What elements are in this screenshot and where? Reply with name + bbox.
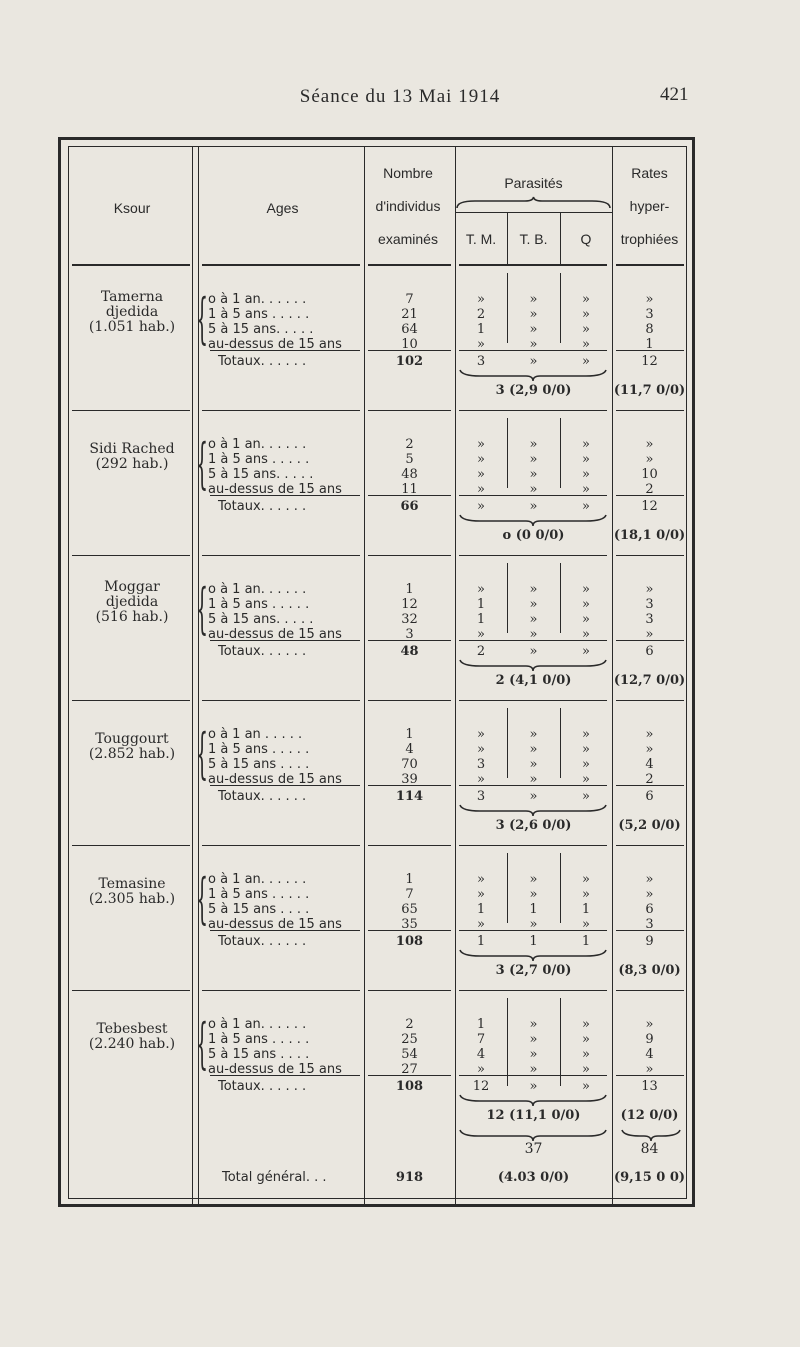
age-label: o à 1 an. . . . . . bbox=[208, 292, 307, 307]
age-label: au-dessus de 15 ans bbox=[208, 337, 342, 352]
total-tb: 1 bbox=[529, 934, 538, 949]
group-divider bbox=[72, 700, 190, 701]
total-q: 1 bbox=[581, 934, 591, 949]
age-label: o à 1 an. . . . . . bbox=[208, 872, 307, 887]
rates-value: » bbox=[645, 887, 654, 902]
totals-rule bbox=[210, 930, 360, 931]
group-divider bbox=[368, 555, 451, 556]
total-count: 66 bbox=[400, 499, 419, 514]
totals-rule bbox=[616, 350, 684, 351]
tb-value: » bbox=[529, 292, 538, 307]
total-rates: 6 bbox=[645, 789, 654, 804]
tm-value: » bbox=[477, 887, 485, 902]
group-divider bbox=[616, 990, 684, 991]
totals-rule bbox=[368, 1075, 451, 1076]
q-value: » bbox=[582, 467, 590, 482]
column-header-nombre: Nombre bbox=[383, 165, 433, 181]
rates-value: 10 bbox=[641, 467, 658, 482]
group-divider bbox=[72, 555, 190, 556]
q-value: » bbox=[582, 322, 590, 337]
rates-value: 4 bbox=[645, 1047, 654, 1062]
rates-value: » bbox=[645, 872, 654, 887]
tb-value: » bbox=[529, 582, 538, 597]
parasites-sum-brace bbox=[458, 368, 608, 382]
tb-value: » bbox=[529, 872, 538, 887]
age-brace: { bbox=[196, 577, 209, 640]
tm-value: 7 bbox=[476, 1032, 486, 1047]
totals-rule bbox=[210, 1075, 360, 1076]
column-header-rates-3: trophiées bbox=[620, 231, 679, 247]
age-label: 5 à 15 ans . . . . bbox=[208, 902, 310, 917]
group-divider bbox=[616, 410, 684, 411]
total-tb: » bbox=[529, 789, 538, 804]
totals-rule bbox=[459, 495, 607, 496]
rates-percentage: (8,3 0/0) bbox=[618, 963, 681, 978]
count-value: 64 bbox=[401, 322, 418, 337]
totals-label: Totaux. . . . . . bbox=[218, 789, 307, 804]
age-label: 1 à 5 ans . . . . . bbox=[208, 452, 310, 467]
page-number: 421 bbox=[660, 84, 689, 105]
q-value: » bbox=[582, 1062, 590, 1077]
count-value: 48 bbox=[401, 467, 418, 482]
age-label: o à 1 an . . . . . bbox=[208, 727, 303, 742]
rates-value: 2 bbox=[645, 772, 654, 787]
group-divider bbox=[459, 555, 607, 556]
q-value: » bbox=[582, 337, 590, 352]
grand-parasites-total: 37 bbox=[524, 1141, 543, 1157]
totals-rule bbox=[616, 495, 684, 496]
total-count: 48 bbox=[400, 644, 419, 659]
total-tm: 1 bbox=[476, 934, 486, 949]
group-divider bbox=[616, 845, 684, 846]
total-tb: » bbox=[529, 1079, 538, 1094]
tm-value: 1 bbox=[476, 612, 486, 627]
count-value: 1 bbox=[405, 582, 414, 597]
tb-value: » bbox=[529, 772, 538, 787]
q-value: » bbox=[582, 292, 590, 307]
group-divider bbox=[72, 990, 190, 991]
group-divider bbox=[368, 410, 451, 411]
rates-value: 3 bbox=[645, 597, 654, 612]
tm-value: 3 bbox=[476, 757, 486, 772]
q-value: » bbox=[582, 597, 590, 612]
rates-value: 3 bbox=[645, 917, 654, 932]
tm-value: » bbox=[477, 627, 485, 642]
total-tm: 2 bbox=[476, 644, 486, 659]
tm-value: » bbox=[477, 917, 485, 932]
group-divider bbox=[616, 700, 684, 701]
totals-rule bbox=[210, 640, 360, 641]
totals-rule bbox=[210, 785, 360, 786]
tm-value: 1 bbox=[476, 1017, 486, 1032]
totals-rule bbox=[459, 1075, 607, 1076]
parasites-subheader-rule bbox=[455, 212, 612, 213]
totals-rule bbox=[459, 640, 607, 641]
grand-total-count: 918 bbox=[395, 1170, 424, 1185]
column-header-q: Q bbox=[580, 231, 592, 247]
q-value: » bbox=[582, 757, 590, 772]
count-value: 32 bbox=[401, 612, 418, 627]
total-count: 102 bbox=[395, 354, 424, 369]
rates-value: 8 bbox=[645, 322, 654, 337]
parasites-sum-brace bbox=[458, 658, 608, 672]
tm-value: » bbox=[477, 292, 485, 307]
tm-value: » bbox=[477, 467, 485, 482]
total-rates: 12 bbox=[641, 499, 658, 514]
count-value: 11 bbox=[401, 482, 418, 497]
tb-value: » bbox=[529, 1062, 538, 1077]
age-label: 5 à 15 ans . . . . bbox=[208, 757, 310, 772]
q-value: » bbox=[582, 612, 590, 627]
group-divider bbox=[202, 555, 360, 556]
count-value: 4 bbox=[405, 742, 414, 757]
count-value: 5 bbox=[405, 452, 414, 467]
group-divider bbox=[368, 990, 451, 991]
tb-value: » bbox=[529, 1047, 538, 1062]
total-count: 114 bbox=[395, 789, 424, 804]
rates-value: » bbox=[645, 1062, 654, 1077]
count-value: 21 bbox=[401, 307, 418, 322]
grand-rates-brace bbox=[620, 1128, 682, 1142]
grand-parasites-percentage: (4.03 0/0) bbox=[497, 1170, 570, 1185]
age-label: au-dessus de 15 ans bbox=[208, 482, 342, 497]
group-divider bbox=[616, 555, 684, 556]
total-count: 108 bbox=[395, 934, 424, 949]
tm-value: » bbox=[477, 1062, 485, 1077]
count-value: 65 bbox=[401, 902, 418, 917]
ksour-name: Tamerna djedida (1.051 hab.) bbox=[88, 289, 176, 335]
rates-value: » bbox=[645, 1017, 654, 1032]
count-value: 2 bbox=[405, 437, 414, 452]
count-value: 3 bbox=[405, 627, 414, 642]
count-value: 10 bbox=[401, 337, 418, 352]
tm-value: » bbox=[477, 437, 485, 452]
total-q: » bbox=[582, 354, 590, 369]
total-rates: 6 bbox=[645, 644, 654, 659]
group-divider bbox=[202, 990, 360, 991]
tm-value: 1 bbox=[476, 902, 486, 917]
total-q: » bbox=[582, 499, 590, 514]
group-divider bbox=[459, 845, 607, 846]
age-label: au-dessus de 15 ans bbox=[208, 772, 342, 787]
tb-value: » bbox=[529, 727, 538, 742]
q-value: » bbox=[582, 742, 590, 757]
total-q: » bbox=[582, 644, 590, 659]
grand-rates-total: 84 bbox=[640, 1141, 659, 1157]
totals-rule bbox=[616, 1075, 684, 1076]
group-divider bbox=[72, 265, 190, 266]
parasites-percentage: 3 (2,7 0/0) bbox=[495, 963, 572, 978]
rates-percentage: (12 0/0) bbox=[620, 1108, 679, 1123]
tb-value: » bbox=[529, 917, 538, 932]
parasites-sum-brace bbox=[458, 948, 608, 962]
tb-value: » bbox=[529, 887, 538, 902]
age-label: 5 à 15 ans . . . . bbox=[208, 1047, 310, 1062]
tb-value: » bbox=[529, 437, 538, 452]
count-value: 7 bbox=[405, 292, 414, 307]
rates-percentage: (11,7 0/0) bbox=[613, 383, 686, 398]
q-value: » bbox=[582, 1032, 590, 1047]
q-value: » bbox=[582, 627, 590, 642]
totals-rule bbox=[459, 350, 607, 351]
q-value: 1 bbox=[581, 902, 591, 917]
count-value: 12 bbox=[401, 597, 418, 612]
column-header-ksour: Ksour bbox=[113, 200, 151, 216]
age-label: 5 à 15 ans. . . . . bbox=[208, 467, 314, 482]
totals-rule bbox=[210, 350, 360, 351]
age-label: 1 à 5 ans . . . . . bbox=[208, 742, 310, 757]
q-value: » bbox=[582, 872, 590, 887]
column-header-tb: T. B. bbox=[519, 231, 548, 247]
parasites-sum-brace bbox=[458, 1093, 608, 1107]
parasites-percentage: 3 (2,9 0/0) bbox=[495, 383, 572, 398]
count-value: 54 bbox=[401, 1047, 418, 1062]
tb-value: » bbox=[529, 1032, 538, 1047]
totals-rule bbox=[616, 930, 684, 931]
group-divider bbox=[459, 990, 607, 991]
tb-value: » bbox=[529, 307, 538, 322]
tm-value: » bbox=[477, 872, 485, 887]
rates-value: » bbox=[645, 627, 654, 642]
column-header-parasites: Parasités bbox=[504, 175, 563, 191]
total-q: » bbox=[582, 789, 590, 804]
totals-label: Totaux. . . . . . bbox=[218, 644, 307, 659]
count-value: 70 bbox=[401, 757, 418, 772]
grand-total-label: Total général. . . bbox=[222, 1170, 327, 1185]
tb-value: » bbox=[529, 467, 538, 482]
q-value: » bbox=[582, 582, 590, 597]
tm-value: » bbox=[477, 452, 485, 467]
age-label: o à 1 an. . . . . . bbox=[208, 582, 307, 597]
rates-value: » bbox=[645, 452, 654, 467]
total-tm: 3 bbox=[476, 789, 486, 804]
grand-parasites-brace bbox=[458, 1128, 608, 1142]
rates-value: » bbox=[645, 727, 654, 742]
q-value: » bbox=[582, 307, 590, 322]
ksour-name: Touggourt (2.852 hab.) bbox=[88, 731, 176, 762]
total-tm: 3 bbox=[476, 354, 486, 369]
tb-value: » bbox=[529, 322, 538, 337]
age-brace: { bbox=[196, 867, 209, 930]
parasites-percentage: 2 (4,1 0/0) bbox=[495, 673, 572, 688]
totals-rule bbox=[616, 785, 684, 786]
ksour-name: Sidi Rached (292 hab.) bbox=[89, 441, 175, 472]
q-value: » bbox=[582, 887, 590, 902]
total-tb: » bbox=[529, 644, 538, 659]
group-divider bbox=[459, 700, 607, 701]
rates-value: 3 bbox=[645, 307, 654, 322]
totals-rule bbox=[616, 640, 684, 641]
total-count: 108 bbox=[395, 1079, 424, 1094]
age-label: 1 à 5 ans . . . . . bbox=[208, 1032, 310, 1047]
rates-value: 3 bbox=[645, 612, 654, 627]
header-rule bbox=[368, 264, 451, 265]
total-rates: 9 bbox=[645, 934, 654, 949]
rates-value: » bbox=[645, 742, 654, 757]
ksour-name: Moggar djedida (516 hab.) bbox=[95, 579, 169, 625]
age-label: 1 à 5 ans . . . . . bbox=[208, 307, 310, 322]
column-header-rates: Rates bbox=[631, 165, 668, 181]
parasites-percentage: o (0 0/0) bbox=[502, 528, 565, 543]
q-value: » bbox=[582, 772, 590, 787]
tb-value: » bbox=[529, 337, 538, 352]
rates-value: 6 bbox=[645, 902, 654, 917]
totals-rule bbox=[368, 640, 451, 641]
total-q: » bbox=[582, 1079, 590, 1094]
rates-percentage: (5,2 0/0) bbox=[618, 818, 681, 833]
parasites-percentage: 12 (11,1 0/0) bbox=[486, 1108, 581, 1123]
group-divider bbox=[459, 265, 607, 266]
column-header-nombre-2: d'individus bbox=[375, 198, 441, 214]
column-header-tm: T. M. bbox=[465, 231, 497, 247]
tm-value: 4 bbox=[476, 1047, 486, 1062]
count-value: 7 bbox=[405, 887, 414, 902]
tm-value: » bbox=[477, 582, 485, 597]
tb-value: » bbox=[529, 742, 538, 757]
parasites-sum-brace bbox=[458, 803, 608, 817]
ksour-name: Tebesbest (2.240 hab.) bbox=[88, 1021, 176, 1052]
count-value: 1 bbox=[405, 727, 414, 742]
group-divider bbox=[72, 845, 190, 846]
age-brace: { bbox=[196, 287, 209, 350]
rates-value: 1 bbox=[645, 337, 654, 352]
header-rule bbox=[202, 264, 360, 265]
group-divider bbox=[202, 845, 360, 846]
column-divider bbox=[507, 212, 508, 264]
age-label: au-dessus de 15 ans bbox=[208, 1062, 342, 1077]
column-header-rates-2: hyper- bbox=[629, 198, 670, 214]
ksour-name: Temasine (2.305 hab.) bbox=[88, 876, 176, 907]
parasites-header-brace bbox=[455, 196, 612, 210]
parasites-sum-brace bbox=[458, 513, 608, 527]
tm-value: » bbox=[477, 727, 485, 742]
grand-rates-percentage: (9,15 0 0) bbox=[613, 1170, 686, 1185]
tm-value: » bbox=[477, 772, 485, 787]
parasites-percentage: 3 (2,6 0/0) bbox=[495, 818, 572, 833]
totals-rule bbox=[459, 785, 607, 786]
totals-label: Totaux. . . . . . bbox=[218, 499, 307, 514]
count-value: 35 bbox=[401, 917, 418, 932]
group-divider bbox=[616, 265, 684, 266]
column-divider bbox=[560, 212, 561, 264]
count-value: 2 bbox=[405, 1017, 414, 1032]
totals-label: Totaux. . . . . . bbox=[218, 934, 307, 949]
age-brace: { bbox=[196, 1012, 209, 1075]
tb-value: » bbox=[529, 627, 538, 642]
q-value: » bbox=[582, 1047, 590, 1062]
count-value: 1 bbox=[405, 872, 414, 887]
tb-value: » bbox=[529, 482, 538, 497]
group-divider bbox=[368, 845, 451, 846]
tb-value: » bbox=[529, 597, 538, 612]
group-divider bbox=[202, 700, 360, 701]
totals-rule bbox=[368, 350, 451, 351]
totals-rule bbox=[368, 495, 451, 496]
rates-value: » bbox=[645, 292, 654, 307]
q-value: » bbox=[582, 917, 590, 932]
age-label: au-dessus de 15 ans bbox=[208, 627, 342, 642]
tb-value: » bbox=[529, 1017, 538, 1032]
tm-value: 1 bbox=[476, 597, 486, 612]
column-divider bbox=[192, 146, 193, 1207]
tb-value: » bbox=[529, 452, 538, 467]
q-value: » bbox=[582, 482, 590, 497]
q-value: » bbox=[582, 727, 590, 742]
group-divider bbox=[459, 410, 607, 411]
group-divider bbox=[368, 265, 451, 266]
tm-value: » bbox=[477, 482, 485, 497]
header-rule bbox=[459, 264, 607, 265]
group-divider bbox=[202, 410, 360, 411]
tm-value: » bbox=[477, 742, 485, 757]
rates-percentage: (18,1 0/0) bbox=[613, 528, 686, 543]
count-value: 25 bbox=[401, 1032, 418, 1047]
tb-value: » bbox=[529, 757, 538, 772]
rates-value: 9 bbox=[645, 1032, 654, 1047]
age-label: au-dessus de 15 ans bbox=[208, 917, 342, 932]
tb-value: » bbox=[529, 612, 538, 627]
column-header-ages: Ages bbox=[266, 200, 299, 216]
rates-value: » bbox=[645, 437, 654, 452]
count-value: 39 bbox=[401, 772, 418, 787]
total-tm: » bbox=[477, 499, 485, 514]
group-divider bbox=[202, 265, 360, 266]
age-label: o à 1 an. . . . . . bbox=[208, 1017, 307, 1032]
total-tm: 12 bbox=[472, 1079, 490, 1094]
totals-rule bbox=[368, 930, 451, 931]
age-brace: { bbox=[196, 432, 209, 495]
total-tb: » bbox=[529, 354, 538, 369]
tm-value: » bbox=[477, 337, 485, 352]
rates-value: » bbox=[645, 582, 654, 597]
count-value: 27 bbox=[401, 1062, 418, 1077]
rates-value: 4 bbox=[645, 757, 654, 772]
totals-label: Totaux. . . . . . bbox=[218, 1079, 307, 1094]
age-label: o à 1 an. . . . . . bbox=[208, 437, 307, 452]
tm-value: 2 bbox=[476, 307, 486, 322]
total-rates: 12 bbox=[641, 354, 658, 369]
q-value: » bbox=[582, 452, 590, 467]
totals-rule bbox=[459, 930, 607, 931]
page-running-title: Séance du 13 Mai 1914 bbox=[299, 86, 501, 107]
column-header-nombre-3: examinés bbox=[378, 231, 438, 247]
header-rule bbox=[616, 264, 684, 265]
rates-percentage: (12,7 0/0) bbox=[613, 673, 686, 688]
tm-value: 1 bbox=[476, 322, 486, 337]
age-label: 5 à 15 ans. . . . . bbox=[208, 612, 314, 627]
tb-value: 1 bbox=[529, 902, 538, 917]
q-value: » bbox=[582, 437, 590, 452]
total-tb: » bbox=[529, 499, 538, 514]
rates-value: 2 bbox=[645, 482, 654, 497]
group-divider bbox=[368, 700, 451, 701]
q-value: » bbox=[582, 1017, 590, 1032]
age-label: 1 à 5 ans . . . . . bbox=[208, 887, 310, 902]
totals-label: Totaux. . . . . . bbox=[218, 354, 307, 369]
totals-rule bbox=[368, 785, 451, 786]
total-rates: 13 bbox=[641, 1079, 658, 1094]
header-rule bbox=[72, 264, 190, 265]
totals-rule bbox=[210, 495, 360, 496]
age-label: 1 à 5 ans . . . . . bbox=[208, 597, 310, 612]
age-label: 5 à 15 ans. . . . . bbox=[208, 322, 314, 337]
group-divider bbox=[72, 410, 190, 411]
age-brace: { bbox=[196, 722, 209, 785]
